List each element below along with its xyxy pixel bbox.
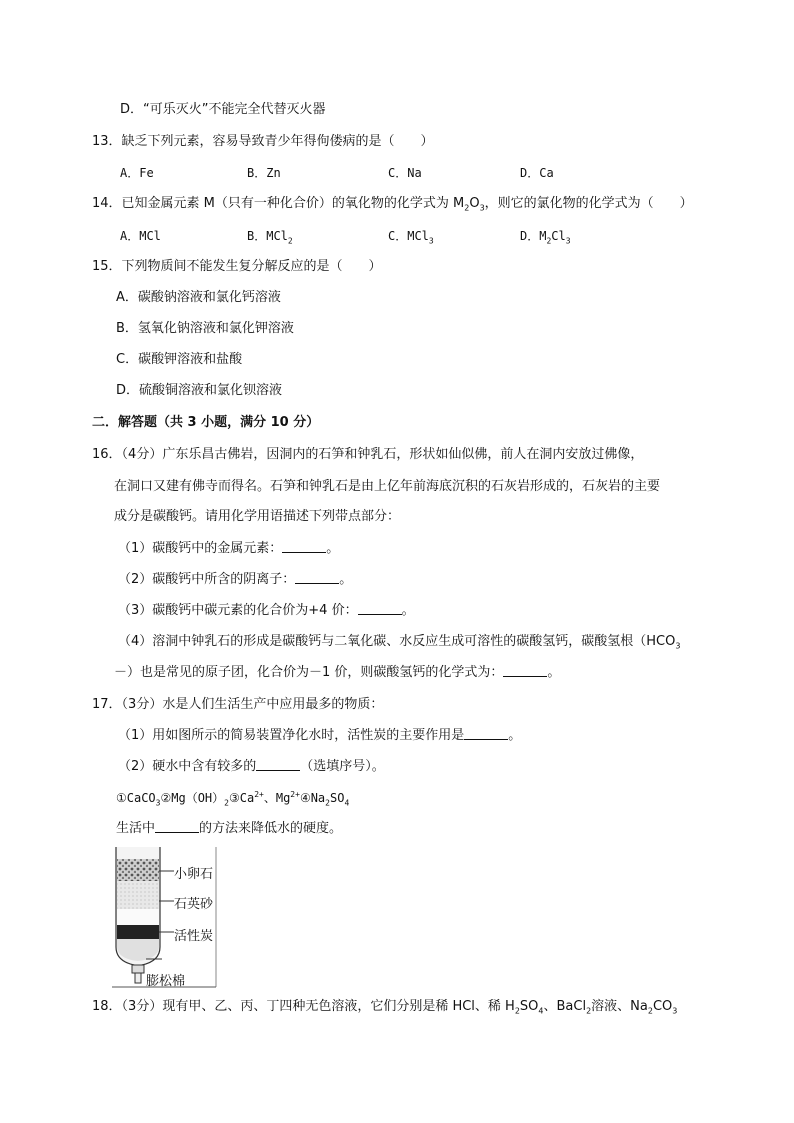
q17-part1: （1）用如图所示的简易装置净化水时，活性炭的主要作用是 。 bbox=[118, 728, 522, 743]
label-quartz-sand: 石英砂 bbox=[174, 897, 214, 912]
answer-blank[interactable] bbox=[256, 758, 300, 771]
section-heading: 二．解答题（共 3 小题，满分 10 分） bbox=[92, 415, 320, 430]
q16-part4-line2: －）也是常见的原子团，化合价为－1 价，则碳酸氢钙的化学式为： 。 bbox=[114, 665, 561, 680]
q15-option-b: B．氢氧化钠溶液和氯化钾溶液 bbox=[116, 321, 294, 336]
answer-blank[interactable] bbox=[295, 571, 339, 584]
q15-option-c: C．碳酸钾溶液和盐酸 bbox=[116, 352, 243, 367]
q17-part2: （2）硬水中含有较多的 （选填序号）。 bbox=[118, 759, 385, 774]
q15-stem: 15．下列物质间不能发生复分解反应的是（ ） bbox=[92, 259, 382, 274]
answer-blank[interactable] bbox=[464, 727, 508, 740]
answer-blank[interactable] bbox=[358, 602, 402, 615]
q17-stem: 17．（3分）水是人们生活生产中应用最多的物质： bbox=[92, 697, 384, 712]
label-activated-carbon: 活性炭 bbox=[174, 929, 214, 944]
water-filter-figure bbox=[112, 843, 220, 990]
carbon-layer bbox=[117, 925, 159, 939]
q16-stem-line3: 成分是碳酸钙。请用化学用语描述下列带点部分： bbox=[114, 509, 401, 524]
q13-option-d: D．Ca bbox=[520, 166, 554, 180]
answer-blank[interactable] bbox=[155, 820, 199, 833]
q16-stem-line2: 在洞口又建有佛寺而得名。石笋和钟乳石是由上亿年前海底沉积的石灰岩形成的，石灰岩的主要 bbox=[114, 479, 661, 494]
q13-option-a: A．Fe bbox=[120, 166, 154, 180]
q16-part1: （1）碳酸钙中的金属元素： 。 bbox=[118, 541, 340, 556]
q12-option-d: D．“可乐灭火”不能完全代替灭火器 bbox=[120, 102, 326, 117]
pebble-layer bbox=[117, 859, 159, 881]
q18-stem: 18．（3分）现有甲、乙、丙、丁四种无色溶液，它们分别是稀 HCl、稀 $H_2SO_4$、BaCl$_2$溶液、$Na_2CO_3$ bbox=[92, 999, 678, 1016]
q16-part2: （2）碳酸钙中所含的阴离子： 。 bbox=[118, 572, 353, 587]
q16-part4-line1: （4）溶洞中钟乳石的形成是碳酸钙与二氧化碳、水反应生成可溶性的碳酸氢钙，碳酸氢根（$HCO_3$ bbox=[118, 634, 681, 651]
q14-option-c: C．MCl$_3$ bbox=[388, 229, 434, 246]
q14-stem: 14．已知金属元素 M（只有一种化合价）的氧化物的化学式为 $M_2O_3$，则它的氯化物的化学式为（ ） bbox=[92, 196, 693, 213]
q16-stem-line1: 16．（4分）广东乐昌古佛岩，因洞内的石笋和钟乳石，形状如仙似佛，前人在洞内安放过佛像， bbox=[92, 447, 644, 462]
q14-option-a: A．MCl bbox=[120, 229, 161, 243]
sand-layer bbox=[117, 881, 159, 909]
q14-option-b: B．MCl$_2$ bbox=[247, 229, 293, 246]
q16-part3: （3）碳酸钙中碳元素的化合价为+4 价： 。 bbox=[118, 603, 415, 618]
label-cotton: 膨松棉 bbox=[146, 974, 186, 989]
answer-blank[interactable] bbox=[282, 540, 326, 553]
q13-option-c: C．Na bbox=[388, 166, 422, 180]
q17-choices: $①CaCO_3②Mg(OH)_2③Ca^{2+}$、$Mg^{2+}④Na_2SO_4$ bbox=[116, 790, 350, 808]
q14-option-d: D．$M_2Cl_3$ bbox=[520, 229, 571, 246]
q15-option-d: D．硫酸铜溶液和氯化钡溶液 bbox=[116, 383, 283, 398]
q13-option-b: B．Zn bbox=[247, 166, 281, 180]
q15-option-a: A．碳酸钠溶液和氯化钙溶液 bbox=[116, 290, 281, 305]
q17-part3: 生活中 的方法来降低水的硬度。 bbox=[116, 821, 343, 836]
label-pebbles: 小卵石 bbox=[174, 867, 214, 882]
answer-blank[interactable] bbox=[503, 664, 547, 677]
q13-stem: 13．缺乏下列元素，容易导致青少年得佝偻病的是（ ） bbox=[92, 134, 434, 149]
